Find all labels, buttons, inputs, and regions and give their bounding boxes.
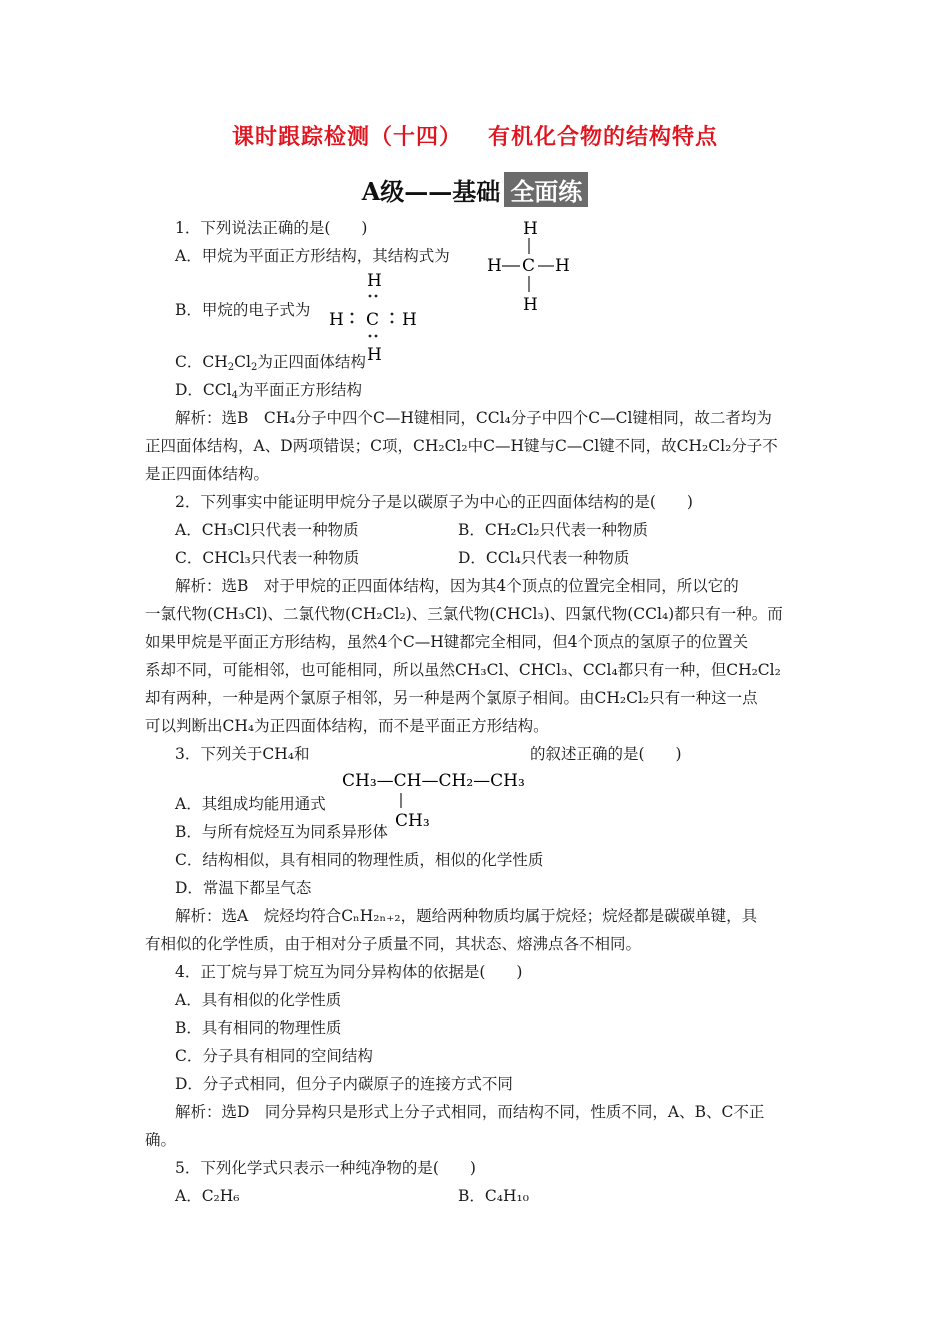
q1-stem: 1．下列说法正确的是( ): [175, 219, 368, 237]
q1-d-text2: 为平面正方形结构: [237, 381, 362, 399]
q3-option-b: B．与所有烷烃互为同系异形体: [175, 823, 388, 841]
q2-analysis-line5: 却有两种，一种是两个氯原子相邻，另一种是两个氯原子相间。由CH₂Cl₂只有一种这一点: [145, 689, 758, 707]
q2-option-c: C．CHCl₃只代表一种物质: [175, 549, 360, 567]
q4-option-d: D．分子式相同，但分子内碳原子的连接方式不同: [175, 1075, 513, 1093]
q1-c-text2: Cl: [234, 353, 251, 371]
sf-c: C: [522, 256, 536, 276]
sf-h-right: H: [555, 256, 570, 276]
q3-option-d: D．常温下都呈气态: [175, 879, 312, 897]
q2-option-a: A．CH₃Cl只代表一种物质: [175, 521, 359, 539]
q5-option-b: B．C₄H₁₀: [458, 1187, 529, 1205]
page-title: [0, 120, 950, 151]
ef-h-left: H: [329, 310, 344, 330]
q2-option-b: B．CH₂Cl₂只代表一种物质: [458, 521, 649, 539]
ef-h-top: H: [367, 271, 382, 291]
q1-c-text1: C．CH: [175, 353, 228, 371]
q1-option-a: A．甲烷为平面正方形结构，其结构式为: [175, 247, 450, 265]
q3-option-a: A．其组成均能用通式: [175, 795, 326, 813]
title-part2: 有机化合物的结构特点: [488, 124, 719, 150]
q1-analysis-line1: 解析：选B CH₄分子中四个C—H键相同，CCl₄分子中四个C—Cl键相同，故二者均为: [175, 409, 772, 427]
title-part1: 课时跟踪检测（十四）: [231, 124, 462, 150]
sf-h-top: H: [523, 219, 538, 239]
q2-analysis-line4: 系却不同，可能相邻，也可能相同，所以虽然CH₃Cl、CHCl₃、CCl₄都只有一种，但CH₂Cl₂: [145, 661, 781, 679]
q1-analysis-line2: 正四面体结构，A、D两项错误；C项，CH₂Cl₂中C—H键与C—Cl键不同，故CH₂Cl₂分子不: [145, 437, 778, 455]
q4-analysis-line2: 确。: [145, 1131, 177, 1149]
q5-option-a: A．C₂H₆: [175, 1187, 240, 1205]
q4-option-b: B．具有相同的物理性质: [175, 1019, 342, 1037]
q5-stem: 5．下列化学式只表示一种纯净物的是( ): [175, 1159, 476, 1177]
q1-c-text3: 为正四面体结构: [257, 353, 366, 371]
iso-branch: CH₃: [395, 811, 430, 830]
q4-analysis-line1: 解析：选D 同分异构只是形式上分子式相同，而结构不同，性质不同，A、B、C不正: [175, 1103, 765, 1121]
q3-stem-pre: 3．下列关于CH₄和: [175, 745, 310, 763]
q4-stem: 4．正丁烷与异丁烷互为同分异构体的依据是( ): [175, 963, 523, 981]
q2-analysis-line1: 解析：选B 对于甲烷的正四面体结构，因为其4个顶点的位置完全相同，所以它的: [175, 577, 739, 595]
iso-main-chain: CH₃—CH—CH₂—CH₃: [342, 771, 525, 791]
q2-analysis-line3: 如果甲烷是平面正方形结构，虽然4个C—H键都完全相同，但4个顶点的氢原子的位置关: [145, 633, 749, 651]
ef-h-right: H: [402, 310, 417, 330]
q3-stem-post: 的叙述正确的是( ): [530, 745, 682, 763]
ef-c: C: [366, 310, 380, 330]
sf-h-bottom: H: [523, 295, 538, 315]
q2-option-d: D．CCl₄只代表一种物质: [458, 549, 630, 567]
q2-stem: 2．下列事实中能证明甲烷分子是以碳原子为中心的正四面体结构的是( ): [175, 493, 693, 511]
q4-option-c: C．分子具有相同的空间结构: [175, 1047, 373, 1065]
q3-analysis-line1: 解析：选A 烷烃均符合CₙH₂ₙ₊₂，题给两种物质均属于烷烃；烷烃都是碳碳单键，具: [175, 907, 758, 925]
sf-h-left: H: [487, 256, 502, 276]
level-badge: 全面练: [504, 172, 588, 207]
q1-option-d: D．CCl$_4$为平面正方形结构: [175, 381, 362, 401]
q4-option-a: A．具有相似的化学性质: [175, 991, 342, 1009]
q2-analysis-line2: 一氯代物(CH₃Cl)、二氯代物(CH₂Cl₂)、三氯代物(CHCl₃)、四氯代物(CCl₄)都只有一种。而: [145, 605, 783, 623]
q2-analysis-line6: 可以判断出CH₄为正四面体结构，而不是平面正方形结构。: [145, 717, 549, 735]
q1-option-c: C．$CH_2Cl_2$为正四面体结构: [175, 353, 366, 373]
level-label: A级——基础: [361, 177, 501, 206]
q3-analysis-line2: 有相似的化学性质，由于相对分子质量不同，其状态、熔沸点各不相同。: [145, 935, 642, 953]
q1-analysis-line3: 是正四面体结构。: [145, 465, 270, 483]
level-heading: [0, 172, 950, 207]
ef-h-bottom: H: [367, 345, 382, 364]
q1-d-text1: D．CCl: [175, 381, 232, 399]
q1-option-b: B．甲烷的电子式为: [175, 301, 311, 319]
q3-option-c: C．结构相似，具有相同的物理性质，相似的化学性质: [175, 851, 544, 869]
